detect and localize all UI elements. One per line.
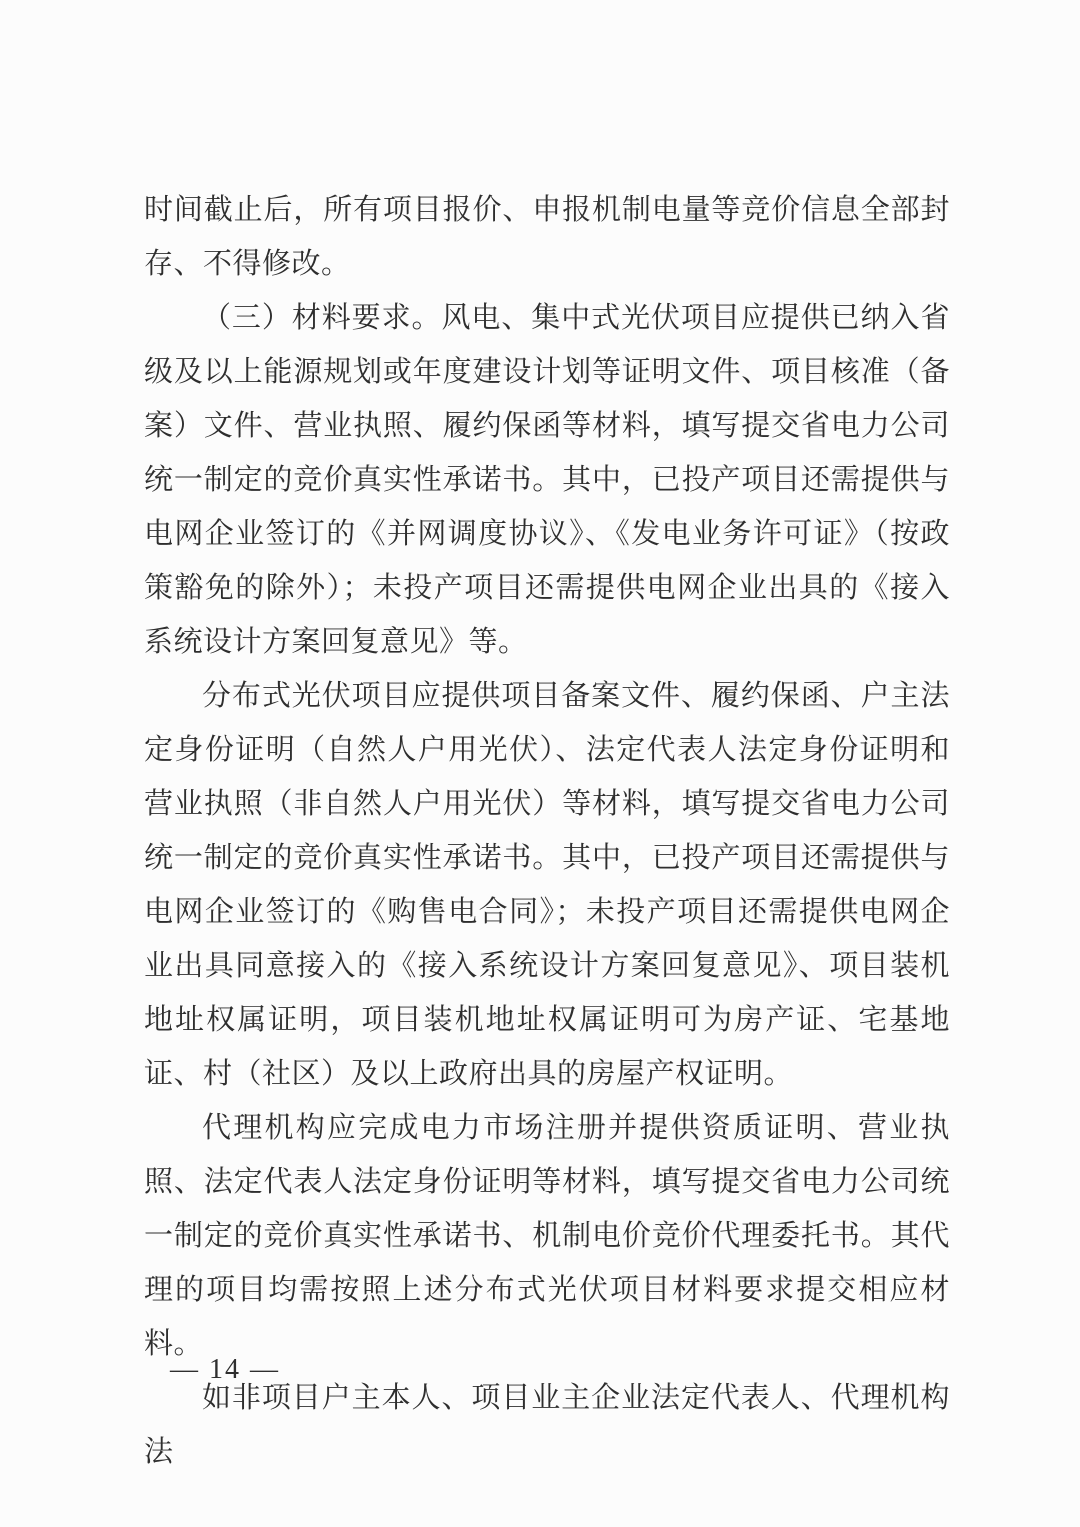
paragraph [144, 291, 950, 669]
paragraph [144, 669, 950, 1101]
document-body [144, 183, 950, 1479]
paragraph-text: 风电、集中式光伏项目应提供已纳入省级及以上能源规划或年度建设计划等证明文件、项目核准（备案）文件、营业执照、履约保函等材料，填写提交省电力公司统一制定的竞价真实性承诺书。其中，已投产项目还需提供与电网企业签订的《并网调度协议》、《发电业务许可证》（按政策豁免的除外）；未投产项目还需提供电网企业出具的《接入系统设计方案回复意见》等。 [144, 302, 950, 658]
paragraph [144, 183, 950, 291]
paragraph-text: 时间截止后，所有项目报价、申报机制电量等竞价信息全部封存、不得修改。 [144, 194, 950, 280]
section-heading: （三）材料要求。 [202, 302, 442, 334]
paragraph-text: 如非项目户主本人、项目业主企业法定代表人、代理机构法 [144, 1382, 950, 1468]
paragraph [144, 1101, 950, 1371]
page-number: — 14 — [170, 1354, 280, 1385]
paragraph-text: 分布式光伏项目应提供项目备案文件、履约保函、户主法定身份证明（自然人户用光伏）、法定代表人法定身份证明和营业执照（非自然人户用光伏）等材料，填写提交省电力公司统一制定的竞价真实性承诺书。其中，已投产项目还需提供与电网企业签订的《购售电合同》；未投产项目还需提供电网企业出具同意接入的《接入系统设计方案回复意见》、项目装机地址权属证明，项目装机地址权属证明可为房产证、宅基地证、村（社区）及以上政府出具的房屋产权证明。 [144, 680, 950, 1090]
paragraph-text: 代理机构应完成电力市场注册并提供资质证明、营业执照、法定代表人法定身份证明等材料，填写提交省电力公司统一制定的竞价真实性承诺书、机制电价竞价代理委托书。其代理的项目均需按照上述分布式光伏项目材料要求提交相应材料。 [144, 1112, 950, 1360]
